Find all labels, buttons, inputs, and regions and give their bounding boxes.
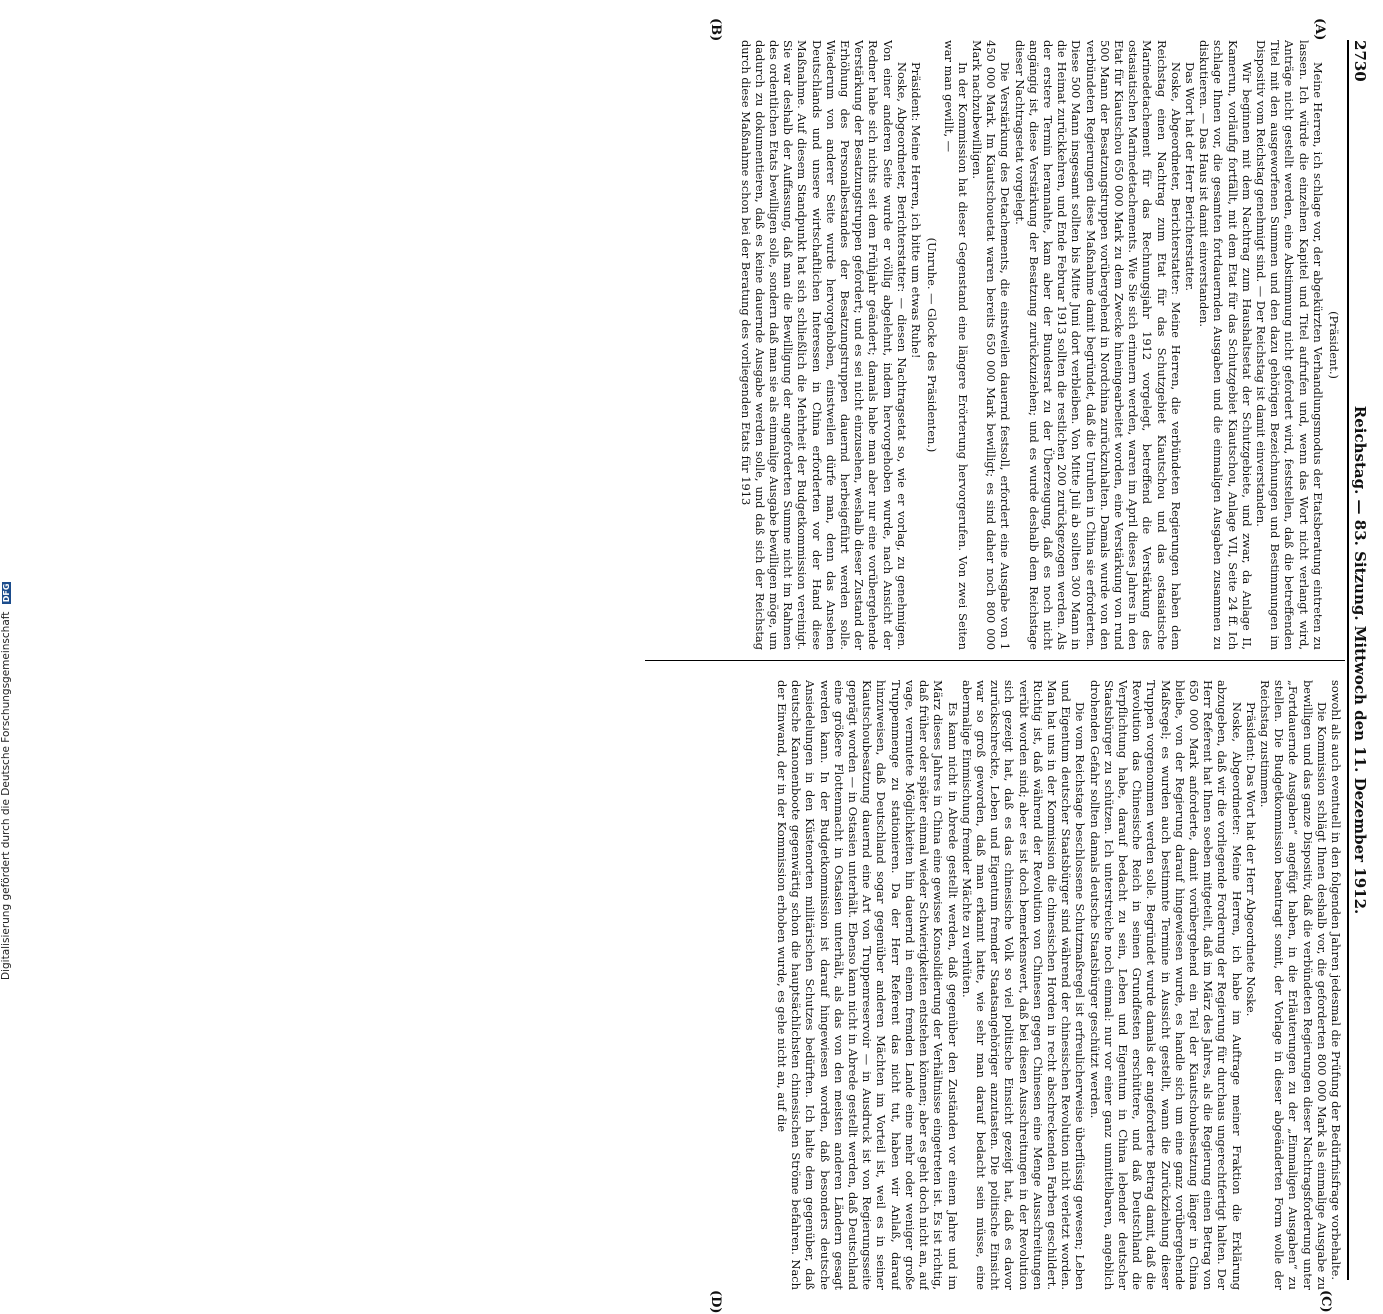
column-separator [645,660,1345,661]
paragraph: Die vom Reichstage beschlossene Schutzmaßregel ist erfreulicherweise überflüssig gewesen; Leben und Eigentum deutscher Staatsbürger sind während der chinesischen Revolution nicht verletzt worden. Man hat uns in der Kommission die chinesischen Horden in recht abschreckenden Farben geschildert. Richtig ist, daß während der Revolution von Chinesen gegen Chinesen eine Menge Ausschreitungen verübt worden sind; aber es ist doch bemerkenswert, daß bei diesen Ausschreitungen in der Revolution sich gezeigt hat, daß es das chinesische Volk so viel politische Einsicht gezeigt hat, daß es davor zurückschreckte, Leben und Eigentum fremder Staatsangehöriger anzutasten. Die politische Einsicht war so groß geworden, daß man erkannt hatte, wie sehr man darauf bedacht sein müsse, eine abermalige Einmischung fremder Mächte zu verhüten. [959,680,1088,1290]
margin-marker-a: (A) [1312,18,1327,41]
paragraph: Meine Herren, ich schlage vor, der abgekürzten Verhandlungsmodus der Etatsberatung eintreten zu lassen. Ich würde die einzelnen Kapitel und Titel aufrufen und, wenn das Wort nicht verlangt wird, Anträge nicht gestellt werden, eine Abstimmung nicht gefordert wird, feststellen, daß die betreffenden Titel mit den ausgeworfenen Summen und den dazu gehörigen Bezeichnungen und Bestimmungen im Dispositiv vom Reichstag genehmigt sind. — Der Reichstag ist damit einverstanden. [1253,40,1325,650]
margin-marker-c: (C) [1318,1290,1333,1313]
paragraph: Wir beginnen mit dem Nachtrag zum Haushaltsetat der Schutzgebiete, und zwar, da Anlage II, Kamerun, vorläufig fortfällt, mit dem Etat für das Schutzgebiet Kiautschou, Anlage VII, Seite 24 ff. Ich schlage Ihnen vor, die gesamten fortdauernden Ausgaben und die einmaligen Ausgaben zusammen zu diskutieren. — Das Haus ist damit einverstanden. [1197,40,1254,650]
paragraph: Noske, Abgeordneter, Berichterstatter: — diesen Nachtragsetat so, wie er vorlag, zu genehmigen. Von einer anderen Seite wurde er völlig abgelehnt, indem hervorgehoben wurde, nach Ansicht der Redner habe sich nichts seit dem Frühjahr geändert; damals habe man aber nur eine vorübergehende Verstärkung der Besatzungstruppen gefordert; und es sei nicht einzusehen, weshalb dieser Zustand der Erhöhung des Personalbestandes der Besatzungstruppen dauernd herbeigeführt werden solle. Wiederum von anderer Seite wurde hervorgehoben, einstweilen dürfe man, denn das Ansehen Deutschlands und unsere wirtschaftlichen Interessen in China erforderten vor der Hand diese Maßnahme. Auf diesem Standpunkt hat sich schließlich die Mehrheit der Budgetkommission vereinigt. Sie war deshalb der Auffassung, daß man die Bewilligung der angeforderten Summe nicht im Rahmen des ordentlichen Etats bewilligen solle, sondern daß man sie als einmalige Ausgabe bewilligen möge, um dadurch zu dokumentieren, daß es keine dauernde Ausgabe werden solle, und daß sich der Reichstag durch diese Maßnahme schon bei der Beratung des vorliegenden Etats für 1913 [738,40,909,650]
margin-marker-b: (B) [708,18,723,42]
running-title: Reichstag. — 83. Sitzung. Mittwoch den 11. Dezember 1912. [1351,405,1369,915]
paragraph: Noske, Abgeordneter: Meine Herren, ich habe im Auftrage meiner Fraktion die Erklärung abzugeben, daß wir die vorliegende Forderung der Regierung für durchaus ungerechtfertigt halten. Der Herr Referent hat Ihnen soeben mitgeteilt, daß im März des Jahres, als die Regierung einen Betrag von 650 000 Mark anforderte, damit vorübergehend ein Teil der Kiautschoubesatzung länger in China bleibe, von der Regierung darauf hingewiesen wurde, es handle sich um eine ganz vorübergehende Maßregel; es wurden auch bestimmte Termine in Aussicht gestellt, wann die Zurückziehung dieser Truppen vorgenommen werden solle. Begründet wurde damals der angeforderte Betrag damit, daß die Revolution das Chinesische Reich in seinen Grundfesten erschüttere, und daß Deutschland die Verpflichtung habe, darauf bedacht zu sein, Leben und Eigentum in China lebender deutscher Staatsbürger zu schützen. Ich unterstreiche noch einmal: nur vor einer ganz unmittelbaren, angeblich drohenden Gefahr sollten damals deutsche Staatsbürger geschützt werden. [1087,680,1244,1290]
paragraph: Die Kommission schlägt Ihnen deshalb vor, die geforderten 800 000 Mark als einmalige Ausgabe zu bewilligen und das ganze Dispositiv, daß die verbündeten Regierungen dieser Nachtragsforderung unter „Fortdauernde Ausgaben“ angefügt haben, in die Erläuterungen zu der „Einmaligen Ausgaben“ zu stellen. Die Budgetkommission beantragt somit, der Vorlage in dieser abgeänderten Form wolle der Reichstag zustimmen. [1257,680,1329,1290]
paragraph: In der Kommission hat dieser Gegenstand eine längere Erörterung hervorgerufen. Von zwei Seiten war man gewillt, — [941,40,970,650]
dfg-logo-icon: DFG [2,583,11,603]
margin-marker-d: (D) [708,1290,723,1314]
paragraph: Das Wort hat der Herr Berichterstatter. [1182,62,1197,292]
watermark-text: Digitalisierung gefördert durch die Deutsche Forschungsgemeinschaft [0,611,12,980]
paragraph: Präsident: Das Wort hat der Herr Abgeordnete Noske. [1243,702,1258,1017]
paragraph: (Präsident.) [1327,311,1341,379]
paragraph: Noske, Abgeordneter, Berichterstatter: Meine Herren, die verbündeten Regierungen haben dem Reichstag einen Nachtrag zum Etat für das Schutzgebiet Kiautschou und das ostasiatische Marinedetachement für das Rechnungsjahr 1912 vorgelegt, betreffend die Verstärkung des ostasiatischen Marinedetachements. Wie Sie sich erinnern werden, waren im April dieses Jahres in den Etat für Kiautschou 650 000 Mark zu dem Zwecke hineingearbeitet worden, eine Verstärkung von rund 500 Mann der Besatzungstruppen vorübergehend in Nordchina zurückzuhalten. Damals wurde von den verbündeten Regierungen diese Maßnahme damit begründet, daß die Unruhen in China sie erforderten. Diese 500 Mann insgesamt sollten bis Mitte Juni dort verbleiben. Von Mitte Juli ab sollten 300 Mann in die Heimat zurückkehren, und Ende Februar 1913 sollten die restlichen 200 zurückgezogen werden. Als der erstere Termin herannahte, kam aber der Bundesrat zu der Überzeugung, daß es noch nicht angängig ist, diese Verstärkung der Besatzung zurückzuziehen; und es wurde deshalb dem Reichstage dieser Nachtragsetat vorgelegt. [1012,40,1183,650]
right-column [463,680,1343,1290]
paragraph: (Unruhe. — Glocke des Präsidenten.) [925,237,940,453]
page-header [1347,40,1373,1280]
page-number: 2730 [1351,40,1369,82]
watermark-strip [0,0,22,1000]
left-column [463,40,1343,650]
header-rule [1347,40,1349,1280]
watermark [0,0,12,980]
paragraph: Präsident: Meine Herren, ich bitte um etwas Ruhe! [909,62,924,359]
paragraph: sowohl als auch eventuell in den folgenden Jahren jedesmal die Prüfung der Bedürfnisfrage vorbehalte. [1329,680,1343,1281]
paragraph: Die Verstärkung des Detachements, die einstweilen dauernd festsoll, erfordert eine Ausgabe von 1 450 000 Mark. Im Kiautschouetat waren bereits 650 000 Mark bewilligt; es sind daher noch 800 000 Mark nachzubewilligen. [969,40,1013,650]
paragraph: Es kann nicht in Abrede gestellt werden, daß gegenüber den Zuständen vor einem Jahre und im März dieses Jahres in China eine gewisse Konsolidierung der Verhältnisse eingetreten ist. Es ist richtig, daß früher oder später einmal wieder Schwierigkeiten entstehen können; aber es geht doch nicht an, auf vage, vermutete Möglichkeiten hin dauernd in einem fremden Lande eine mehr oder weniger große Truppenmenge zu stationieren. Da der Herr Referent das nicht tut, haben wir Anlaß, darauf hinzuweisen, daß Deutschland sogar gegenüber anderen Mächten im Vorteil ist, weil es in seiner Kiautschoubesatzung dauernd eine Art von Truppenreservoir — in Ausdruck ist von Regierungsseite geprägt worden — in Ostasien unterhält. Ebenso kann nicht in Abrede gestellt werden, daß Deutschland eine größere Flottenmacht in Ostasien unterhält, als das von den meisten anderen Ländern gesagt werden kann. In der Budgetkommission ist darauf hingewiesen worden, daß besonders deutsche Ansiedelungen in den Küstenorten militärischen Schutzes bedürften. Ich halte dem gegenüber, daß deutsche Kanonenboote gegenwärtig schon die hauptsächlichsten chinesischen Ströme befahren. Nach der Einwand, der in der Kommission erhoben wurde, es gehe nicht an, auf die [775,680,960,1290]
